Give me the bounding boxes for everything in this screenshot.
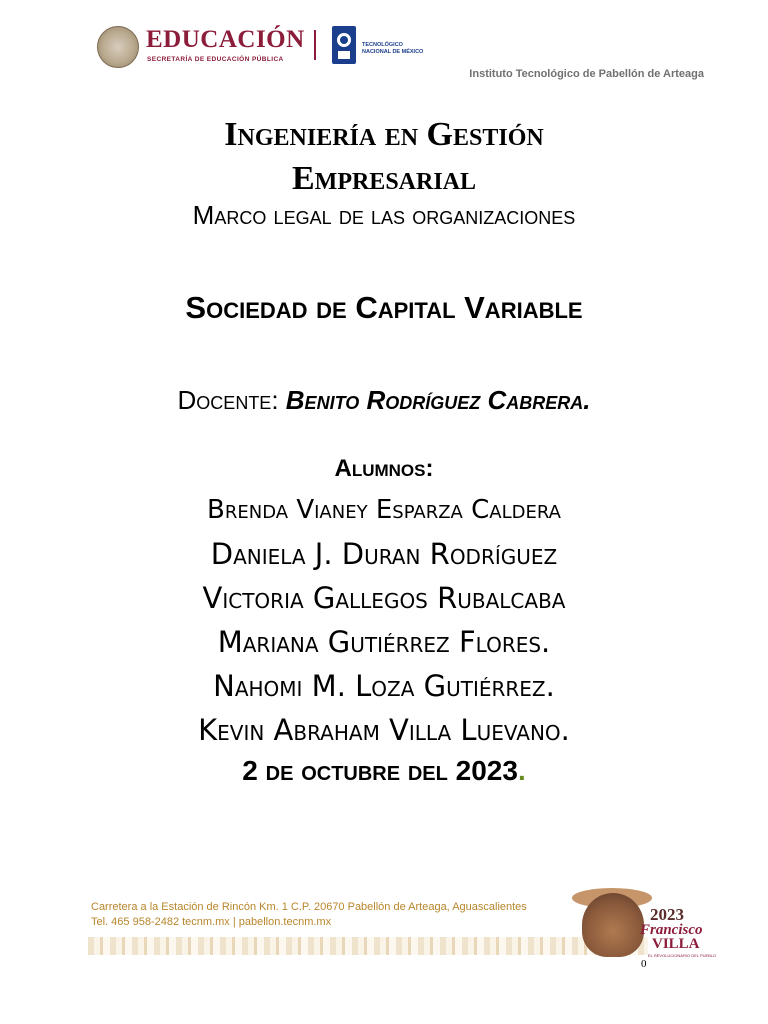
- student-name: Brenda Vianey Esparza Caldera: [207, 495, 561, 525]
- student-name: Mariana Gutiérrez Flores.: [217, 625, 551, 659]
- document-date: [0, 755, 768, 787]
- teacher-label: Docente:: [177, 385, 279, 415]
- villa-year: 2023: [650, 905, 684, 924]
- tecnm-logo-text: [362, 42, 423, 56]
- date-dot: .: [517, 755, 526, 786]
- student-name: Kevin Abraham Villa Luevano.: [198, 713, 570, 747]
- footer-address-line-2: Tel. 465 958-2482 tecnm.mx | pabellon.tecnm.mx: [91, 916, 332, 928]
- education-logo-title: EDUCACIÓN: [146, 26, 305, 53]
- footer-address-line-1: Carretera a la Estación de Rincón Km. 1 C.P. 20670 Pabellón de Arteaga, Aguascalientes: [91, 901, 527, 913]
- footer-decorative-band: [88, 937, 648, 955]
- date-text: 2 de octubre del 2023: [242, 755, 518, 786]
- student-name: Daniela J. Duran Rodríguez: [210, 537, 558, 571]
- tecnm-logo-icon: [330, 24, 358, 66]
- career-title-line-2: Empresarial: [291, 160, 477, 197]
- villa-tagline: EL REVOLUCIONARIO DEL PUEBLO: [648, 953, 717, 958]
- teacher-line: [0, 385, 768, 416]
- tecnm-line-2: NACIONAL DE MÉXICO: [362, 49, 424, 55]
- tecnm-line-1: TECNOLÓGICO: [362, 42, 403, 48]
- institute-name: Instituto Tecnológico de Pabellón de Arteaga: [469, 68, 704, 80]
- education-logo-subtitle: SECRETARÍA DE EDUCACIÓN PÚBLICA: [147, 56, 284, 63]
- page-header: [0, 0, 768, 90]
- student-name: Victoria Gallegos Rubalcaba: [202, 581, 566, 615]
- career-title: [0, 113, 768, 201]
- teacher-name: Benito Rodríguez Cabrera.: [285, 385, 591, 415]
- mexico-seal-icon: [97, 26, 139, 68]
- career-title-line-1: Ingeniería en Gestión: [224, 116, 544, 153]
- villa-surname: VILLA: [652, 936, 700, 952]
- footer-address: [91, 900, 527, 930]
- students-list: [0, 488, 768, 752]
- topic-title: Sociedad de Capital Variable: [185, 290, 583, 325]
- page-number: 0: [641, 958, 647, 970]
- students-label: Alumnos:: [334, 455, 434, 482]
- student-name: Nahomi M. Loza Gutiérrez.: [213, 669, 555, 703]
- header-divider: [314, 30, 316, 60]
- subject-title: Marco legal de las organizaciones: [192, 200, 576, 230]
- francisco-villa-portrait-icon: [582, 893, 644, 957]
- villa-name: Francisco: [640, 922, 703, 938]
